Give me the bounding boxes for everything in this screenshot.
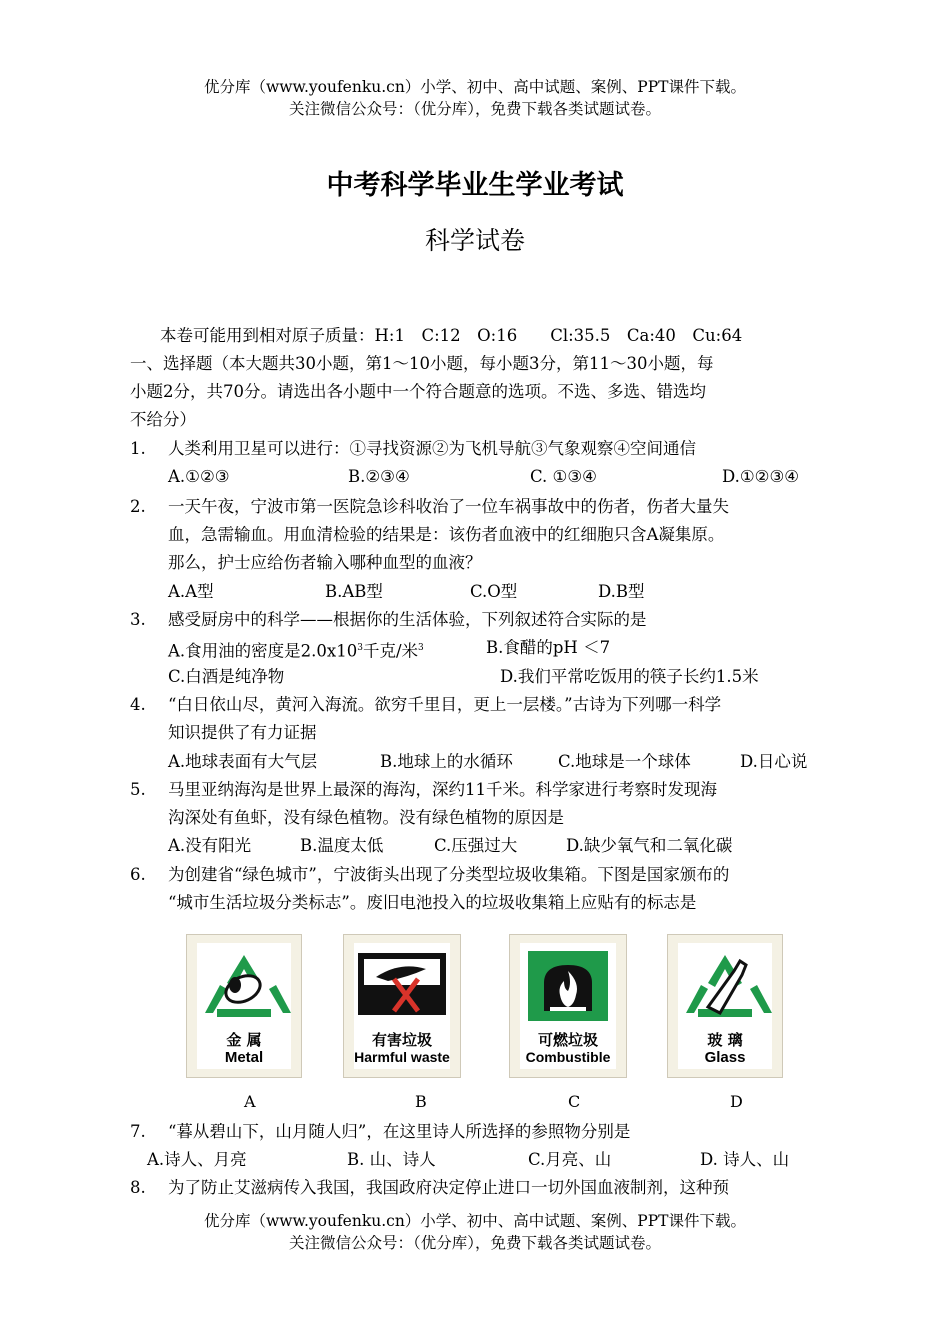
sign-harmful-waste (343, 934, 461, 1078)
exam-title: 中考科学毕业生学业考试 (326, 170, 624, 201)
sign-face (678, 943, 772, 1069)
q7-option-b: B. 山、诗人 (347, 1150, 436, 1169)
atomic-mass-note: 本卷可能用到相对原子质量：H:1 C:12 O:16 Cl:35.5 Ca:40 Cu:64 (160, 326, 743, 345)
bottle-recycle-icon (678, 947, 772, 1027)
sign-letter-b: B (415, 1092, 427, 1111)
section-instructions-3: 不给分） (130, 410, 196, 429)
question-number: 4. (130, 695, 146, 714)
q5-option-c: C.压强过大 (434, 836, 518, 855)
header-line-2: 关注微信公众号：（优分库），免费下载各类试题试卷。 (288, 100, 661, 118)
question-number: 7. (130, 1122, 146, 1141)
flame-icon (520, 947, 616, 1027)
question-3-text: 感受厨房中的科学——根据你的生活体验，下列叙述符合实际的是 (168, 610, 647, 629)
q3-option-d: D.我们平常吃饭用的筷子长约1.5米 (500, 667, 759, 686)
section-instructions-1: 一、选择题（本大题共30小题，第1～10小题，每小题3分，第11～30小题，每 (130, 354, 714, 373)
page-header (0, 76, 950, 120)
sign-letter-c: C (568, 1092, 581, 1111)
sign-label-en: Glass (704, 1049, 746, 1066)
sign-label-cn: 可燃垃圾 (537, 1031, 598, 1049)
question-6-text-1: 为创建省“绿色城市”，宁波街头出现了分类型垃圾收集箱。下图是国家颁布的 (168, 865, 730, 884)
q3-option-b: B.食醋的pH ＜7 (486, 638, 611, 657)
q1-option-d: D.①②③④ (722, 467, 800, 486)
sign-metal (186, 934, 302, 1078)
q5-option-b: B.温度太低 (300, 836, 384, 855)
question-2-text-1: 一天午夜，宁波市第一医院急诊科收治了一位车祸事故中的伤者，伤者大量失 (168, 497, 729, 516)
q4-option-c: C.地球是一个球体 (558, 752, 691, 771)
q3-option-a-unit: 千克/米 (362, 641, 418, 661)
sign-label-cn: 玻 璃 (707, 1031, 743, 1049)
footer-line-2: 关注微信公众号：（优分库），免费下载各类试题试卷。 (288, 1234, 661, 1252)
question-4-text-1: “白日依山尽，黄河入海流。欲穷千里目，更上一层楼。”古诗为下列哪一科学 (168, 695, 722, 714)
question-6-text-2: “城市生活垃圾分类标志”。废旧电池投入的垃圾收集箱上应贴有的标志是 (168, 893, 697, 912)
question-2-text-2: 血，急需输血。用血清检验的结果是：该伤者血液中的红细胞只含A凝集原。 (168, 525, 725, 544)
footer-line-1: 优分库（www.youfenku.cn）小学、初中、高中试题、案例、PPT课件下载。 (203, 1212, 747, 1230)
q1-option-a: A.①②③ (168, 467, 230, 486)
q1-option-c: C. ①③④ (530, 467, 597, 486)
question-4-text-2: 知识提供了有力证据 (168, 723, 317, 742)
question-number: 6. (130, 865, 146, 884)
q4-option-a: A.地球表面有大气层 (168, 752, 318, 771)
question-number: 8. (130, 1178, 146, 1197)
sign-label-en: Metal (224, 1049, 264, 1066)
question-number: 3. (130, 610, 146, 629)
sign-face (354, 943, 450, 1069)
q3-sup: 3 (357, 643, 363, 653)
exam-subtitle: 科学试卷 (424, 226, 525, 255)
question-2-text-3: 那么，护士应给伤者输入哪种血型的血液？ (168, 553, 482, 572)
sign-label-en: Harmful waste (354, 1049, 450, 1065)
q7-option-d: D. 诗人、山 (700, 1150, 790, 1169)
sign-glass (667, 934, 783, 1078)
question-1-text: 人类利用卫星可以进行：①寻找资源②为飞机导航③气象观察④空间通信 (168, 439, 696, 458)
page-footer (0, 1210, 950, 1254)
q5-option-d: D.缺少氧气和二氧化碳 (566, 836, 733, 855)
header-line-1: 优分库（www.youfenku.cn）小学、初中、高中试题、案例、PPT课件下载。 (203, 78, 747, 96)
sign-letter-a: A (244, 1092, 256, 1111)
q4-option-d: D.日心说 (740, 752, 808, 771)
q2-option-a: A.A型 (168, 582, 214, 601)
q3-option-c: C.白酒是纯净物 (168, 667, 285, 686)
q3-option-a (168, 637, 424, 663)
q3-sup: 3 (418, 643, 424, 653)
sign-label-cn: 有害垃圾 (371, 1031, 432, 1049)
question-5-text-1: 马里亚纳海沟是世界上最深的海沟，深约11千米。科学家进行考察时发现海 (168, 780, 717, 799)
question-7-text: “暮从碧山下，山月随人归”，在这里诗人所选择的参照物分别是 (168, 1122, 631, 1141)
recycle-icon (197, 947, 291, 1027)
sign-label-cn: 金 属 (226, 1031, 262, 1049)
q2-option-d: D.B型 (598, 582, 645, 601)
harmful-icon (354, 947, 450, 1027)
sign-label-en: Combustible (525, 1049, 611, 1065)
question-number: 1. (130, 439, 146, 458)
sign-face (520, 943, 616, 1069)
q4-option-b: B.地球上的水循环 (380, 752, 513, 771)
question-5-text-2: 沟深处有鱼虾，没有绿色植物。没有绿色植物的原因是 (168, 808, 564, 827)
q2-option-c: C.O型 (470, 582, 518, 601)
q7-option-a: A.诗人、月亮 (147, 1150, 247, 1169)
section-instructions-2: 小题2分，共70分。请选出各小题中一个符合题意的选项。不选、多选、错选均 (130, 382, 706, 401)
q7-option-c: C.月亮、山 (528, 1150, 612, 1169)
sign-combustible (509, 934, 627, 1078)
q3-option-a-main: A.食用油的密度是2.0x10 (168, 641, 358, 661)
q5-option-a: A.没有阳光 (168, 836, 252, 855)
q1-option-b: B.②③④ (348, 467, 410, 486)
q2-option-b: B.AB型 (325, 582, 383, 601)
sign-face (197, 943, 291, 1069)
question-8-text: 为了防止艾滋病传入我国，我国政府决定停止进口一切外国血液制剂，这种预 (168, 1178, 729, 1197)
question-number: 2. (130, 497, 146, 516)
question-number: 5. (130, 780, 146, 799)
sign-letter-d: D (730, 1092, 743, 1111)
